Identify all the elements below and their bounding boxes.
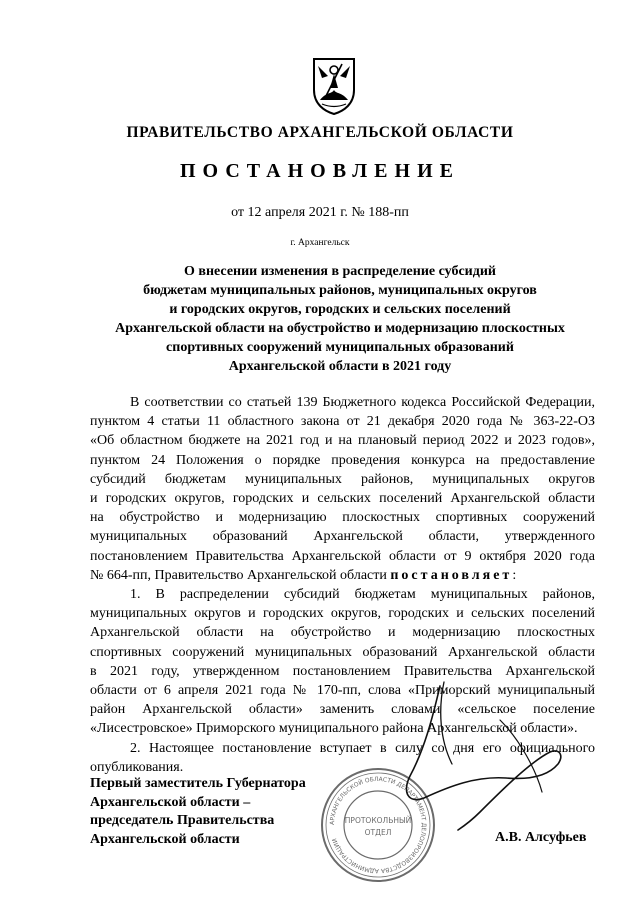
subject-line: Архангельской области на обустройство и модернизацию плоскостных: [115, 321, 565, 336]
arkhangelsk-coat-of-arms-icon: [310, 56, 358, 116]
signatory-position-line: председатель Правительства: [90, 813, 275, 828]
document-city: г. Архангельск: [290, 238, 350, 248]
item1-line: «Лисестровское» Приморского муниципального района Архангельской области».: [90, 721, 578, 737]
preamble-line: пунктом 4 статьи 11 областного закона от 21 декабря 2020 года № 363-22-ОЗ: [90, 414, 595, 430]
preamble-line: пунктом 24 Положения о порядке проведения конкурса на предоставление: [90, 452, 595, 468]
subject-line: бюджетам муниципальных районов, муниципальных округов: [143, 283, 537, 298]
item1-line: спортивных сооружений муниципальных образований Архангельской области: [90, 644, 595, 660]
document-type-heading: ПОСТАНОВЛЕНИЕ: [180, 160, 460, 182]
subject-line: и городских округов, городских и сельских поселений: [169, 302, 511, 317]
preamble-line: В соответствии со статьей 139 Бюджетного кодекса Российской Федерации,: [130, 395, 595, 410]
stamp-center-text: ОТДЕЛ: [364, 828, 392, 837]
item1-line: район Архангельской области» заменить словами «сельское поселение: [90, 702, 595, 718]
signatory-name: А.В. Алсуфьев: [495, 830, 587, 845]
item2-line: 2. Настоящее постановление вступает в силу со дня его официального: [130, 740, 595, 756]
decree-word: постановляет: [390, 567, 513, 583]
item2-line: опубликования.: [90, 759, 184, 775]
signatory-position-line: Архангельской области: [90, 831, 240, 847]
item1-line: в 2021 году, утвержденном постановлением Правительства Архангельской: [90, 663, 595, 679]
subject-line: спортивных сооружений муниципальных образований: [166, 340, 514, 355]
signatory-position-line: Первый заместитель Губернатора: [90, 776, 306, 791]
government-title: ПРАВИТЕЛЬСТВО АРХАНГЕЛЬСКОЙ ОБЛАСТИ: [126, 124, 514, 141]
item1-line: области от 6 апреля 2021 года № 170-пп, слова «Приморский муниципальный: [90, 683, 595, 699]
document-date-number: от 12 апреля 2021 г. № 188-пп: [231, 205, 409, 220]
subject-line: О внесении изменения в распределение субсидий: [184, 264, 496, 279]
preamble-line: на обустройство и модернизацию плоскостных спортивных сооружений: [90, 510, 595, 526]
stamp-center-text: ПРОТОКОЛЬНЫЙ: [344, 816, 412, 825]
item1-line: Архангельской области на обустройство и модернизацию плоскостных: [90, 625, 595, 641]
subject-line: Архангельской области в 2021 году: [228, 359, 452, 374]
preamble-line: и городских округов, городских и сельских поселений Архангельской области: [90, 491, 595, 507]
stamp-ring-text: АРХАНГЕЛЬСКОЙ ОБЛАСТИ ДЕПАРТАМЕНТ ДЕЛОПРОИЗВОДСТВА АДМИНИСТРАЦИИ: [328, 775, 428, 875]
handwritten-signature: [380, 680, 580, 840]
preamble-line: муниципальных образований Архангельской области, утвержденного: [90, 529, 595, 545]
preamble-last-line: № 664-пп, Правительство Архангельской области постановляет:: [90, 567, 517, 583]
preamble-line: «Об областном бюджете на 2021 год и на плановый период 2022 и 2023 годов»,: [90, 433, 595, 449]
preamble-line: субсидий бюджетам муниципальных районов, муниципальных округов: [90, 471, 595, 487]
signatory-position: [90, 775, 330, 849]
signatory-position-line: Архангельской области –: [90, 794, 251, 810]
preamble-line: постановлением Правительства Архангельской области от 9 октября 2020 года: [90, 548, 595, 564]
document-subject: [90, 262, 590, 376]
preamble-line-text: № 664-пп, Правительство Архангельской области: [90, 567, 387, 583]
item1-line: 1. В распределении субсидий бюджетам муниципальных районов,: [130, 587, 595, 603]
item1-line: муниципальных округов и городских округов, городских и сельских поселений: [90, 606, 595, 622]
